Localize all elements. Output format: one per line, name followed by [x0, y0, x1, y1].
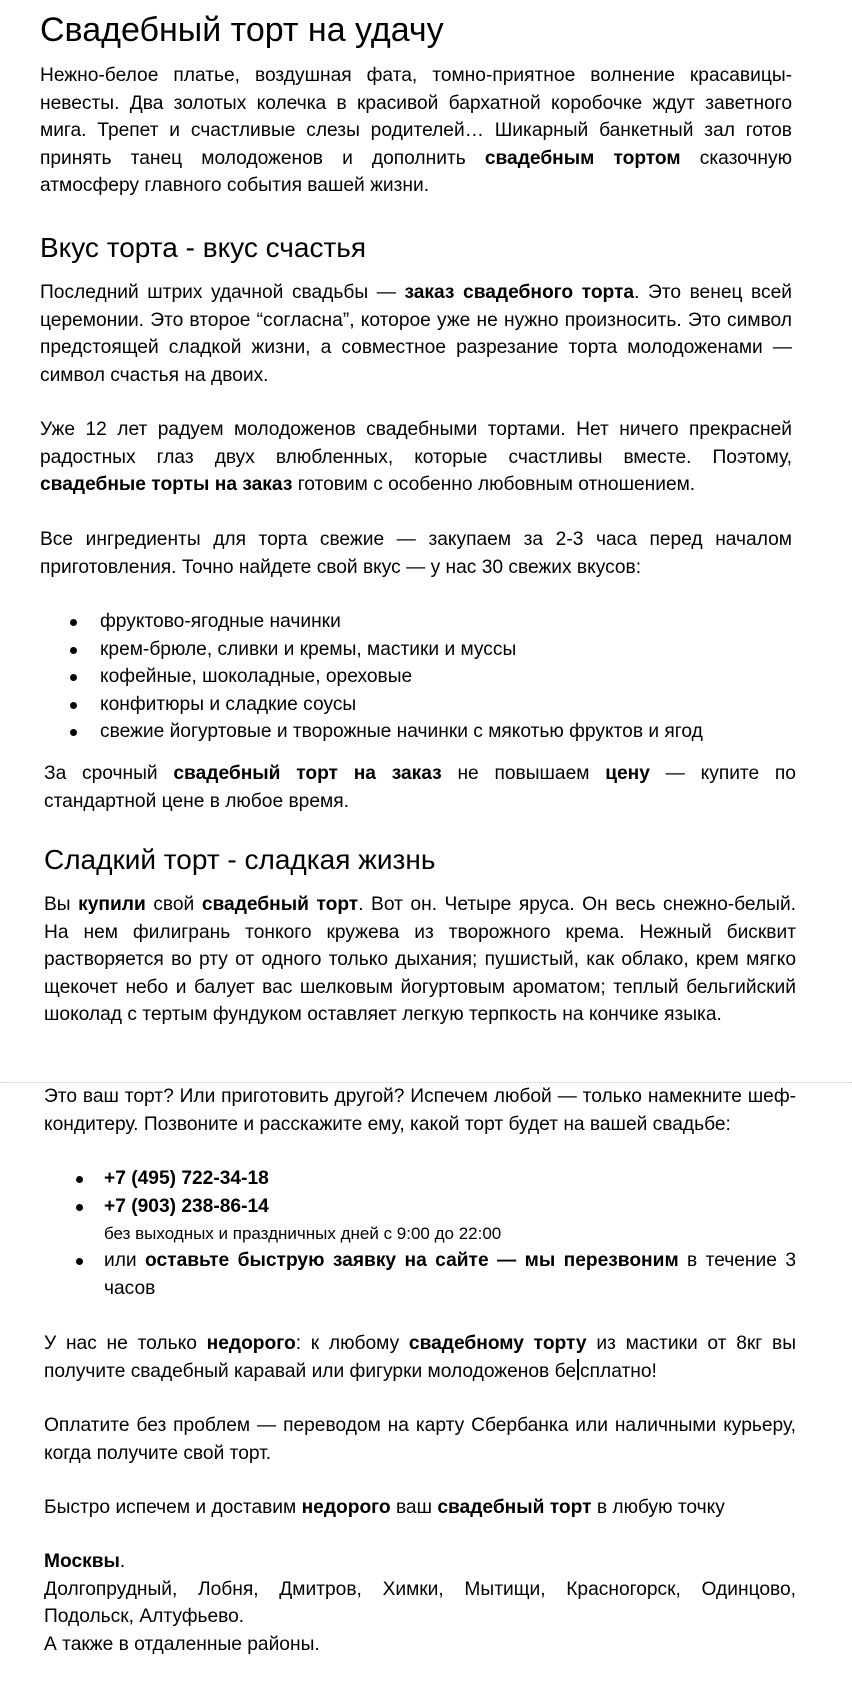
sweet-p1-text-2: свой: [145, 894, 202, 915]
sweet-p5-text-2: ваш: [390, 1497, 438, 1518]
taste-p4-bold-1: свадебный торт на заказ: [173, 763, 442, 784]
cities-list: Долгопрудный, Лобня, Дмитров, Химки, Мытищи, Красногорск, Одинцово, Подольск, Алтуфьево.: [44, 1578, 796, 1627]
heading-taste: Вкус торта - вкус счастья: [40, 232, 367, 263]
sweet-p1-bold-2: свадебный торт: [201, 894, 359, 915]
text-cursor: [577, 1359, 579, 1380]
page-title: Свадебный торт на удачу: [40, 11, 444, 49]
list-item: [40, 691, 800, 719]
bullet-icon: [70, 619, 77, 626]
list-item: [44, 1247, 796, 1302]
list-item: [40, 608, 800, 636]
bullet-icon: [70, 674, 77, 681]
remote-areas: А также в отдаленные районы.: [44, 1633, 320, 1655]
taste-paragraph-4: [44, 760, 796, 815]
list-item: [40, 663, 800, 691]
flavor-label: кофейные, шоколадные, ореховые: [100, 666, 413, 687]
taste-p2-text-2: готовим с особенно любовным отношением.: [292, 474, 696, 495]
flavors-list: [40, 608, 800, 746]
callback-text-2: в течение 3 часов: [104, 1250, 796, 1299]
sweet-paragraph-1: [44, 891, 796, 1029]
sweet-p3-text-2: : к любому: [295, 1333, 409, 1354]
delivery-paragraph: [44, 1548, 796, 1658]
bullet-icon: [70, 647, 77, 654]
bullet-icon: [76, 1258, 83, 1265]
phone-2[interactable]: +7 (903) 238-86-14: [104, 1195, 269, 1217]
sweet-paragraph-4: Оплатите без проблем — переводом на карту Сбербанка или наличными курьеру, когда получите свой торт.: [44, 1415, 796, 1464]
list-item: [44, 1165, 796, 1193]
taste-p4-text-1: За срочный: [44, 763, 174, 784]
bullet-icon: [70, 729, 77, 736]
intro-paragraph: [40, 62, 792, 200]
sweet-p5-text-3: в любую точку: [591, 1497, 725, 1518]
sweet-p3-text-4: сплатно!: [580, 1360, 657, 1382]
sweet-p1-text-3: . Вот он. Четыре яруса. Он весь снежно-белый. На нем филигрань тонкого кружева из творожного крема. Нежный бисквит растворяется во рту от одного только дыхания; пушистый, как облако, крем мягко щекочет небо и балует вас шелковым йогуртовым ароматом; теплый бельгийский шоколад с тертым фундуком оставляет легкую терпкость на кончике языка.: [44, 894, 796, 1025]
bullet-icon: [76, 1176, 83, 1183]
moscow-dot: .: [119, 1551, 126, 1572]
taste-p1-text-1: Последний штрих удачной свадьбы —: [40, 282, 405, 303]
sweet-paragraph-2: Это ваш торт? Или приготовить другой? Испечем любой — только намекните шеф-кондитеру. Позвоните и расскажите ему, какой торт будет на вашей свадьбе:: [44, 1086, 796, 1135]
sweet-p3-text-1: У нас не только: [44, 1333, 207, 1354]
intro-text-1: Нежно-белое платье, воздушная фата, томно-приятное волнение красавицы-невесты. Два золотых колечка в красивой бархатной коробочке ждут заветного мига. Трепет и счастливые слезы родителей… Шикарный банкетный зал готов принять танец молодоженов и дополнить: [40, 65, 792, 169]
taste-p1-text-2: . Это венец всей церемонии. Это второе “согласна”, которое уже не нужно произносить. Это символ предстоящей сладкой жизни, а совместное разрезание торта молодоженами — символ счастья на двоих.: [40, 282, 792, 386]
sweet-p5-bold-1: недорого: [301, 1497, 391, 1518]
list-item: [44, 1193, 796, 1248]
hours-note: без выходных и праздничных дней с 9:00 до 22:00: [104, 1224, 502, 1243]
sweet-p3-bold-2: свадебному торту: [408, 1333, 587, 1354]
phone-1[interactable]: +7 (495) 722-34-18: [104, 1168, 269, 1189]
heading-sweet: Сладкий торт - сладкая жизнь: [44, 844, 436, 875]
intro-text-2: сказочную атмосферу главного события вашей жизни.: [40, 147, 792, 196]
taste-p4-bold-2: цену: [605, 763, 650, 784]
flavor-label: крем-брюле, сливки и кремы, мастики и муссы: [100, 638, 517, 660]
taste-paragraph-2: [40, 416, 792, 499]
sweet-p1-bold-1: купили: [78, 894, 146, 915]
sweet-p5-text-1: Быстро испечем и доставим: [44, 1497, 302, 1518]
bullet-icon: [70, 702, 77, 709]
list-item: [40, 636, 800, 664]
sweet-paragraph-3: [44, 1330, 796, 1385]
sweet-p1-text-1: Вы: [44, 894, 79, 915]
intro-bold-1: свадебным тортом: [484, 147, 681, 169]
taste-p2-bold-1: свадебные торты на заказ: [40, 474, 293, 495]
taste-p4-text-2: не повышаем: [441, 763, 606, 784]
moscow-label: Москвы: [44, 1551, 120, 1572]
taste-paragraph-3: Все ингредиенты для торта свежие — закупаем за 2-3 часа перед началом приготовления. Точно найдете свой вкус — у нас 30 свежих вкусов:: [40, 529, 792, 578]
callback-link[interactable]: оставьте быструю заявку на сайте — мы перезвоним: [145, 1250, 679, 1271]
sweet-paragraph-5: [44, 1494, 796, 1522]
taste-p1-bold-1: заказ свадебного торта: [404, 282, 635, 303]
sweet-p3-text-3: из мастики от 8кг вы получите свадебный каравай или фигурки молодоженов бе: [44, 1333, 796, 1382]
taste-p4-text-3: — купите по стандартной цене в любое время.: [44, 763, 796, 812]
sweet-p5-bold-2: свадебный торт: [437, 1497, 592, 1518]
callback-text-1: или: [104, 1250, 146, 1271]
flavor-label: свежие йогуртовые и творожные начинки с мякотью фруктов и ягод: [100, 721, 703, 742]
taste-p2-text-1: Уже 12 лет радуем молодоженов свадебными тортами. Нет ничего прекрасней радостных глаз двух влюбленных, которые счастливы вместе. Поэтому,: [40, 419, 792, 468]
flavor-label: фруктово-ягодные начинки: [100, 611, 341, 632]
contacts-list: [44, 1165, 796, 1302]
list-item: [40, 718, 800, 746]
sweet-p3-bold-1: недорого: [206, 1333, 296, 1354]
bullet-icon: [76, 1204, 83, 1211]
taste-paragraph-1: [40, 279, 792, 389]
flavor-label: конфитюры и сладкие соусы: [100, 693, 357, 715]
